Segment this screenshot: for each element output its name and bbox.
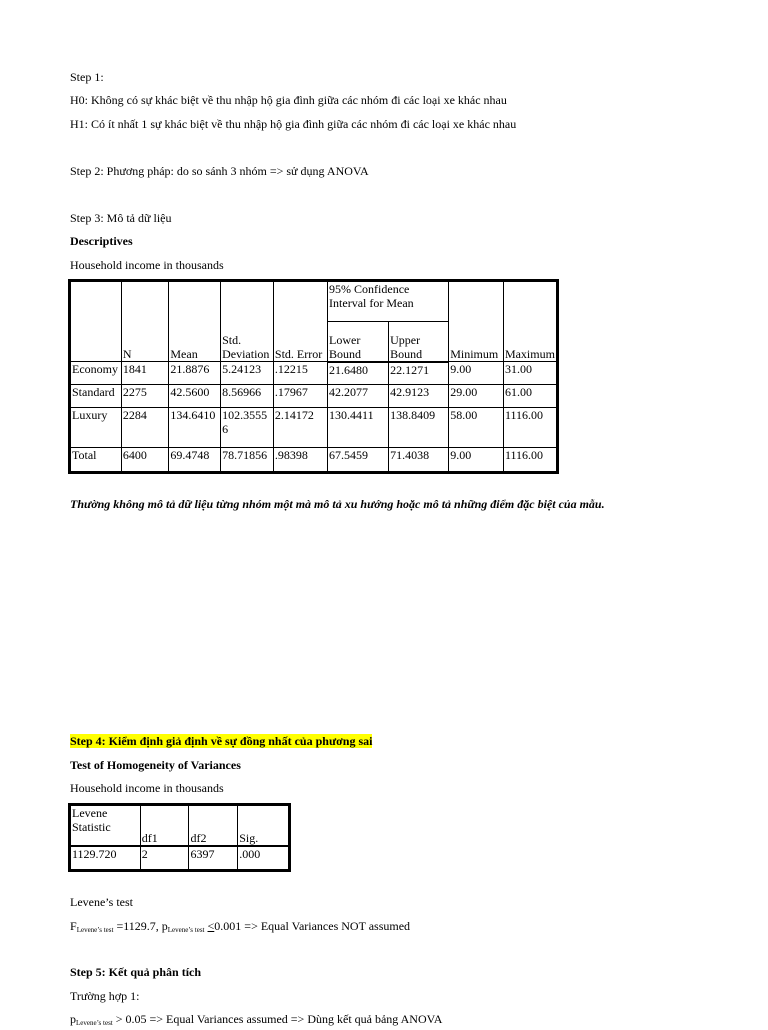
p-subscript-2: Levene’s test (76, 1019, 113, 1027)
cell-n: 6400 (121, 448, 169, 472)
cell-df1: 2 (140, 846, 189, 870)
step5-title: Step 5: Kết quả phân tích (70, 965, 202, 979)
step3-title: Step 3: Mô tả dữ liệu (70, 211, 172, 225)
cell-max: 61.00 (503, 385, 556, 408)
cell-sd: 78.71856 (221, 448, 274, 472)
header-lower-bound: Lower Bound (328, 322, 389, 362)
cell-mean: 134.6410 (169, 408, 221, 448)
header-std-error: Std. Error (273, 282, 327, 362)
header-sig: Sig. (238, 806, 289, 846)
step2-text: Step 2: Phương pháp: do so sánh 3 nhóm => sử dụng ANOVA (70, 164, 369, 178)
table-row (71, 362, 557, 385)
header-std-deviation: Std. Deviation (221, 282, 274, 362)
homogeneity-table (70, 805, 289, 870)
header-maximum: Maximum (503, 282, 556, 362)
cell-se: .12215 (273, 362, 327, 385)
cell-sd: 5.24123 (221, 362, 274, 385)
descriptives-subtitle: Household income in thousands (70, 258, 224, 272)
cell-sig: .000 (238, 846, 289, 870)
table-row (71, 448, 557, 472)
header-confidence-interval: 95% Confidence Interval for Mean (328, 282, 449, 322)
cell-lower: 42.2077 (328, 385, 389, 408)
descriptives-title: Descriptives (70, 234, 133, 248)
cell-upper: 71.4038 (389, 448, 449, 472)
f-symbol: F (70, 919, 77, 933)
cell-upper: 138.8409 (389, 408, 449, 448)
descriptives-table (70, 281, 557, 472)
cell-mean: 42.5600 (169, 385, 221, 408)
hypothesis-h0: H0: Không có sự khác biệt về thu nhập hộ gia đình giữa các nhóm đi các loại xe khác nhau (70, 93, 507, 107)
levene-result (70, 919, 410, 937)
cell-min: 9.00 (449, 362, 504, 385)
p-conclusion: 0.001 => Equal Variances NOT assumed (214, 919, 411, 933)
cell-max: 31.00 (503, 362, 556, 385)
cell-lower: 21.6480 (328, 362, 389, 385)
p-subscript: Levene’s test (167, 926, 205, 934)
step4-title (70, 734, 372, 748)
homogeneity-subtitle: Household income in thousands (70, 781, 224, 795)
cell-se: .17967 (273, 385, 327, 408)
cell-min: 9.00 (449, 448, 504, 472)
header-mean: Mean (169, 282, 221, 362)
cell-group: Total (71, 448, 122, 472)
cell-group: Luxury (71, 408, 122, 448)
f-subscript: Levene’s test (76, 926, 114, 934)
homogeneity-title: Test of Homogeneity of Variances (70, 758, 241, 772)
cell-sd: 8.56966 (221, 385, 274, 408)
case1-conclusion: > 0.05 => Equal Variances assumed => Dùng kết quả bảng ANOVA (112, 1012, 443, 1026)
header-upper-bound: Upper Bound (389, 322, 449, 362)
header-minimum: Minimum (449, 282, 504, 362)
cell-n: 2284 (121, 408, 169, 448)
header-n: N (121, 282, 169, 362)
header-levene-statistic: Levene Statistic (71, 806, 141, 846)
cell-group: Standard (71, 385, 122, 408)
cell-upper: 42.9123 (389, 385, 449, 408)
step4-title-highlight: Step 4: Kiểm định giả định về sự đồng nhất của phương sai (70, 734, 373, 748)
cell-lower: 67.5459 (328, 448, 389, 472)
cell-max: 1116.00 (503, 408, 556, 448)
p-sign: < (207, 919, 215, 933)
cell-se: .98398 (273, 448, 327, 472)
table-row (71, 408, 557, 448)
cell-n: 2275 (121, 385, 169, 408)
header-blank (71, 282, 122, 362)
cell-max: 1116.00 (503, 448, 556, 472)
table-row (71, 846, 289, 870)
p-symbol: p (70, 1012, 76, 1026)
cell-min: 58.00 (449, 408, 504, 448)
case1-condition (70, 1012, 442, 1030)
table-row (71, 385, 557, 408)
cell-upper: 22.1271 (389, 362, 449, 385)
cell-mean: 69.4748 (169, 448, 221, 472)
descriptives-note: Thường không mô tả dữ liệu từng nhóm một mà mô tả xu hướng hoặc mô tả những điểm đặc biệt của mẫu. (70, 497, 605, 511)
header-df2: df2 (189, 806, 238, 846)
cell-min: 29.00 (449, 385, 504, 408)
cell-levene: 1129.720 (71, 846, 141, 870)
cell-n: 1841 (121, 362, 169, 385)
cell-se: 2.14172 (273, 408, 327, 448)
header-df1: df1 (140, 806, 189, 846)
cell-group: Economy (71, 362, 122, 385)
cell-df2: 6397 (189, 846, 238, 870)
cell-sd: 102.35556 (221, 408, 274, 448)
case1-label: Trường hợp 1: (70, 989, 140, 1003)
cell-lower: 130.4411 (328, 408, 389, 448)
cell-mean: 21.8876 (169, 362, 221, 385)
step1-title: Step 1: (70, 70, 104, 84)
hypothesis-h1: H1: Có ít nhất 1 sự khác biệt về thu nhập hộ gia đình giữa các nhóm đi các loại xe khác nhau (70, 117, 517, 131)
levene-label: Levene’s test (70, 895, 133, 909)
f-value: =1129.7, p (113, 919, 168, 933)
